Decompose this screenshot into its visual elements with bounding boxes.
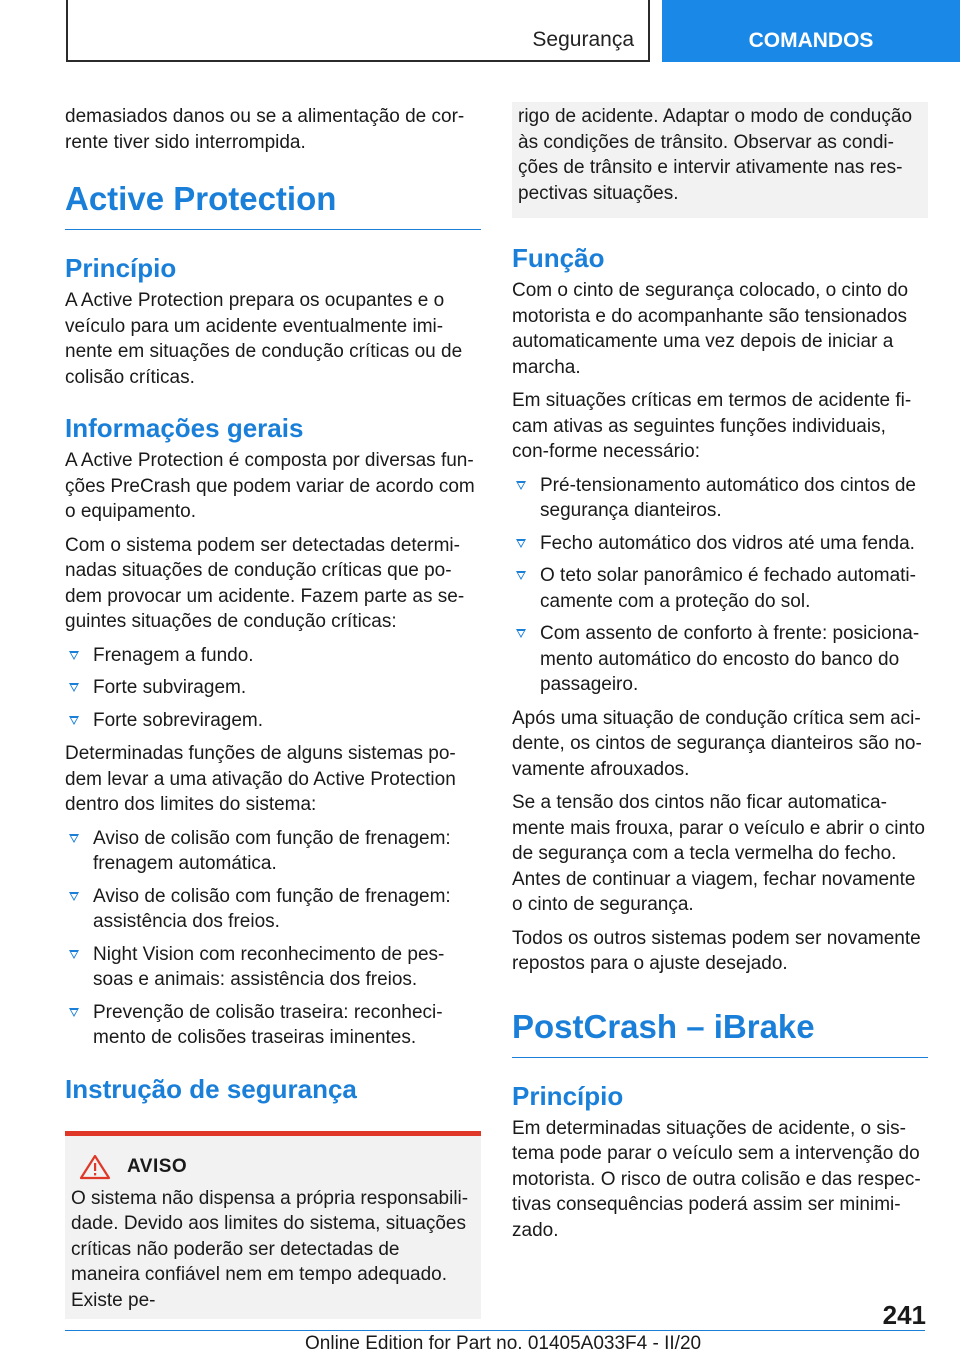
- paragraph: Com o sistema podem ser detectadas determi-nadas situações de condução críticas que po-dem provocar um acidente. Fazem parte as se-guintes situações de condução críticas:: [65, 534, 465, 632]
- bullet-list: [65, 643, 481, 734]
- paragraph: A Active Protection prepara os ocupantes e o veículo para um acidente eventualmente imi-nente em situações de condução críticas ou de colisão críticas.: [65, 290, 463, 388]
- triangle-bullet-icon: [69, 683, 79, 692]
- triangle-bullet-icon: [69, 892, 79, 901]
- section-heading-active-protection: Active Protection: [65, 179, 481, 230]
- paragraph: demasiados danos ou se a alimentação de cor-rente tiver sido interrompida.: [65, 106, 465, 153]
- paragraph: Em situações críticas em termos de acidente fi-cam ativas as seguintes funções individuais, con-forme necessário:: [512, 390, 912, 462]
- list-item: Com assento de conforto à frente: posiciona-mento automático do encosto do banco do passageiro.: [512, 621, 928, 698]
- paragraph: Em determinadas situações de acidente, o sis-tema pode parar o veículo sem a intervenção do motorista. O risco de outra colisão e das respec-tivas consequências poderá assim ser minimi-zado.: [512, 1117, 921, 1241]
- triangle-bullet-icon: [69, 834, 79, 843]
- header-frame: [66, 0, 650, 62]
- header-section-title: Segurança: [532, 28, 634, 51]
- paragraph: A Active Protection é composta por diversas fun-ções PreCrash que podem variar de acordo com o equipamento.: [65, 450, 475, 522]
- page-number: 241: [882, 1300, 926, 1330]
- list-item: Pré-tensionamento automático dos cintos de segurança dianteiros.: [512, 473, 928, 524]
- triangle-bullet-icon: [69, 1008, 79, 1017]
- warning-text: O sistema não dispensa a própria responsabili-dade. Devido aos limites do sistema, situações críticas não poderão ser detectadas de maneira confiável nem em tempo adequado. Existe pe-: [71, 1187, 469, 1311]
- list-item: Frenagem a fundo.: [65, 643, 481, 669]
- header-chapter-tab: [662, 0, 960, 62]
- paragraph: Determinadas funções de alguns sistemas po-dem levar a uma ativação do Active Protection dentro dos limites do sistema:: [65, 743, 456, 815]
- warning-box: [65, 1131, 481, 1320]
- triangle-bullet-icon: [516, 481, 526, 490]
- list-item: Forte subviragem.: [65, 675, 481, 701]
- subheading-principio: Princípio: [512, 1080, 624, 1111]
- list-item: Aviso de colisão com função de frenagem: frenagem automática.: [65, 826, 481, 877]
- triangle-bullet-icon: [69, 716, 79, 725]
- warning-header: [71, 1154, 473, 1180]
- list-item: Forte sobreviragem.: [65, 708, 481, 734]
- subheading-informacoes-gerais: Informações gerais: [65, 413, 304, 443]
- paragraph: Com o cinto de segurança colocado, o cinto do motorista e do acompanhante são tensionados automaticamente uma vez depois de iniciar a marcha.: [512, 280, 909, 378]
- footer-edition: Online Edition for Part no. 01405A033F4 - II/20: [305, 1333, 702, 1354]
- list-item: Night Vision com reconhecimento de pes-soas e animais: assistência dos freios.: [65, 942, 481, 993]
- list-item: O teto solar panorâmico é fechado automati-camente com a proteção do sol.: [512, 563, 928, 614]
- bullet-list: [65, 826, 481, 1051]
- warning-triangle-icon: [79, 1154, 111, 1180]
- list-item: Fecho automático dos vidros até uma fenda.: [512, 531, 928, 557]
- triangle-bullet-icon: [69, 651, 79, 660]
- paragraph: Após uma situação de condução crítica sem aci-dente, os cintos de segurança dianteiros são no-vamente afrouxados.: [512, 707, 922, 780]
- paragraph: Se a tensão dos cintos não ficar automatica-mente mais frouxa, parar o veículo e abrir o cinto de segurança com a tecla vermelha do fecho. Antes de continuar a viagem, fechar novamente o cinto de segurança.: [512, 792, 925, 915]
- subheading-instrucao-seguranca: Instrução de segurança: [65, 1073, 357, 1104]
- footer-divider: [65, 1330, 925, 1331]
- triangle-bullet-icon: [516, 571, 526, 580]
- triangle-bullet-icon: [69, 950, 79, 959]
- list-item: Prevenção de colisão traseira: reconheci-mento de colisões traseiras iminentes.: [65, 1000, 481, 1051]
- bullet-list: [512, 473, 928, 698]
- subheading-funcao: Função: [512, 243, 605, 273]
- warning-title: AVISO: [127, 1155, 188, 1177]
- right-column: [512, 102, 928, 1251]
- warning-text: rigo de acidente. Adaptar o modo de condução às condições de trânsito. Observar as condi-ções de trânsito e intervir ativamente nas res-pectivas situações.: [518, 106, 913, 204]
- paragraph: Todos os outros sistemas podem ser novamente repostos para o ajuste desejado.: [512, 927, 921, 974]
- section-heading-postcrash-ibrake: PostCrash – iBrake: [512, 1007, 928, 1058]
- list-item: Aviso de colisão com função de frenagem: assistência dos freios.: [65, 884, 481, 935]
- triangle-bullet-icon: [516, 629, 526, 638]
- triangle-bullet-icon: [516, 539, 526, 548]
- subheading-principio: Princípio: [65, 253, 177, 283]
- left-column: [65, 104, 481, 1319]
- header-chapter-label: COMANDOS: [748, 29, 874, 52]
- warning-box-continued: [512, 102, 928, 218]
